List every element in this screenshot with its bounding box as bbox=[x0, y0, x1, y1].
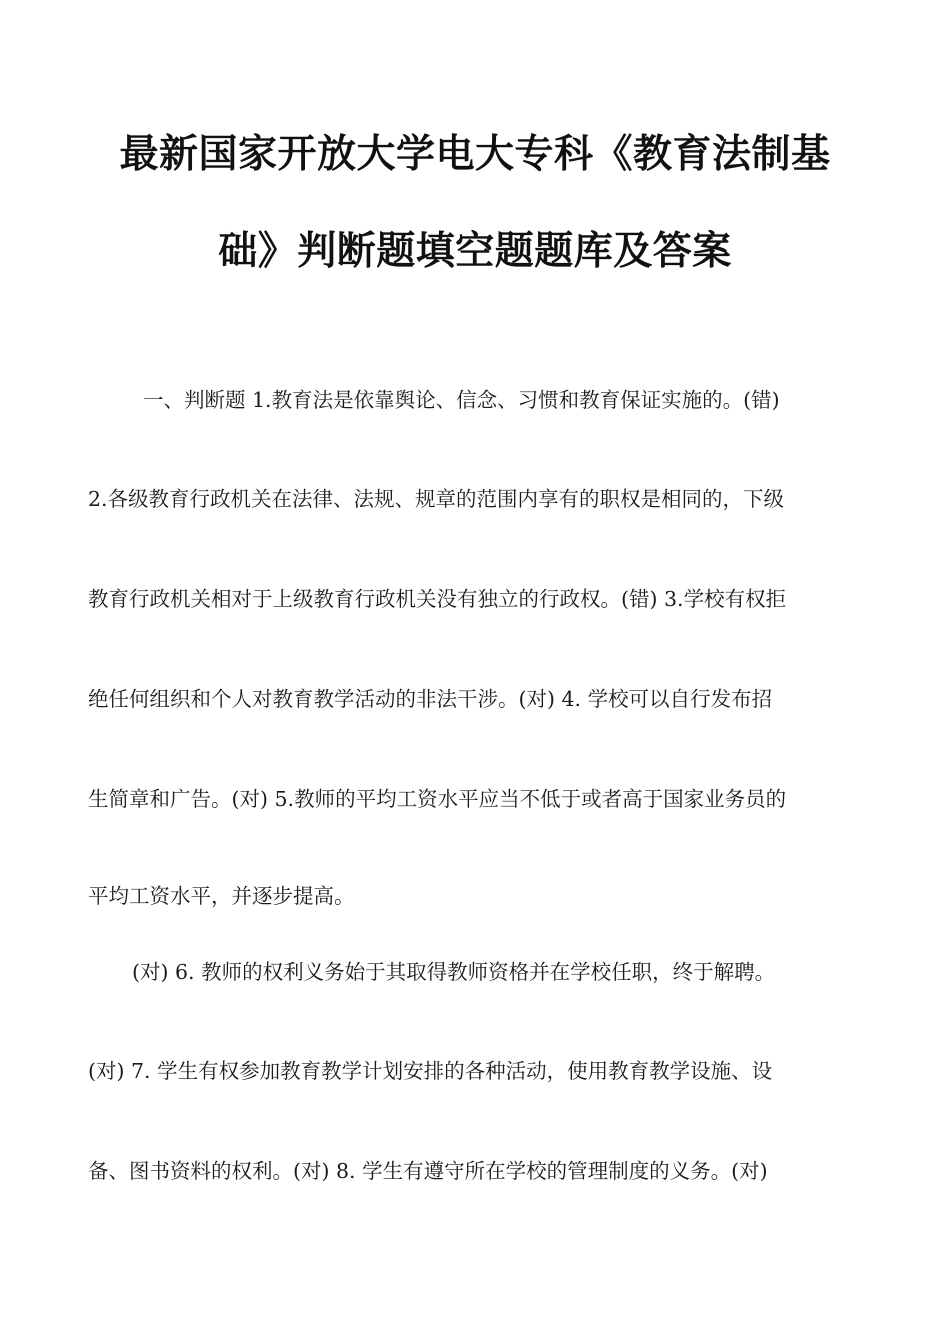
body-line-3: 教育行政机关相对于上级教育行政机关没有独立的行政权。(错) 3.学校有权拒 bbox=[88, 587, 787, 611]
body-line-8: (对) 7. 学生有权参加教育教学计划安排的各种活动，使用教育教学设施、设 bbox=[88, 1059, 773, 1083]
body-line-7: (对) 6. 教师的权利义务始于其取得教师资格并在学校任职，终于解聘。 bbox=[132, 960, 776, 984]
body-line-4: 绝任何组织和个人对教育教学活动的非法干涉。(对) 4. 学校可以自行发布招 bbox=[88, 687, 773, 711]
document-title-line-2: 础》判断题填空题题库及答案 bbox=[218, 229, 732, 274]
body-line-9: 备、图书资料的权利。(对) 8. 学生有遵守所在学校的管理制度的义务。(对) bbox=[88, 1159, 768, 1183]
body-line-5: 生简章和广告。(对) 5.教师的平均工资水平应当不低于或者高于国家业务员的 bbox=[88, 787, 787, 811]
body-line-6: 平均工资水平，并逐步提高。 bbox=[88, 884, 355, 908]
body-line-2: 2.各级教育行政机关在法律、法规、规章的范围内享有的职权是相同的，下级 bbox=[88, 487, 785, 511]
document-title-line-1: 最新国家开放大学电大专科《教育法制基 bbox=[119, 132, 831, 177]
body-line-1: 一、判断题 1.教育法是依靠舆论、信念、习惯和教育保证实施的。(错) bbox=[143, 388, 780, 412]
